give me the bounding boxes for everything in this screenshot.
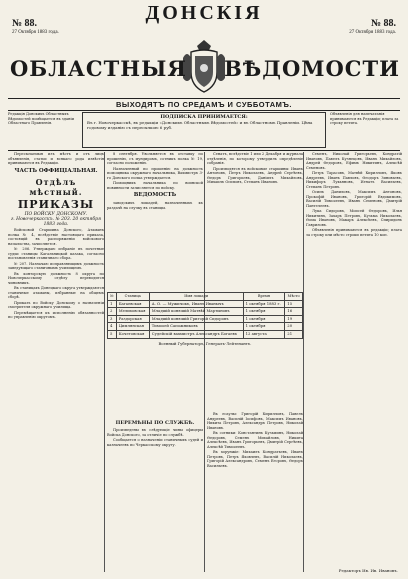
masthead-title-right: ВѢДОМОСТИ xyxy=(224,56,400,81)
table-row xyxy=(108,330,303,338)
statement-caption: заводскихъ лошадей, назначенныхъ къ раздачѣ на случку въ станицы. xyxy=(107,201,203,210)
subscription-text: Въ г. Новочеркасскѣ, въ редакціи «Донскихъ Областныхъ Вѣдомостей» и въ Областномъ Правленіи. Цѣна годовому изданію съ пересылкою 6 руб. xyxy=(87,120,313,130)
editorial-note-left: Редакція Донскихъ Областныхъ Вѣдомостей помѣщается въ зданіи Областнаго Правленія. xyxy=(8,112,75,126)
table-header-cell: Мѣсто xyxy=(285,293,303,301)
table-cell: 1 октября xyxy=(243,315,285,323)
table-header-cell: Станица xyxy=(116,293,149,301)
article-paragraph: Въ хорунжіе: Михаилъ Кондратьевъ, Иванъ Петровъ, Петръ Яковлевъ, Василій Николаевъ, Григорій Александровъ, Семенъ Егоровъ, Ѳедоръ Васильевъ. xyxy=(207,450,303,468)
article-paragraph: Сенатъ, вслѣдствіе 1 или 2 Декабря и журнала отдѣленія, по которому утвердилъ опредѣленіе собранія. xyxy=(207,152,303,165)
table-cell: 16 xyxy=(285,308,303,316)
table-header-cell: Время xyxy=(243,293,285,301)
table-cell: Раздорская xyxy=(116,315,149,323)
table-cell: 2 xyxy=(108,308,117,316)
order-paragraph: № 206. Утверждаю избраніе въ почетные судьи станицы Кагальницкой казака, согласно постановленія станичнаго сбора. xyxy=(8,247,104,260)
column-2-lower xyxy=(107,428,203,574)
statement-heading: ВЕДОМОСТЬ xyxy=(133,192,177,198)
table-row xyxy=(108,323,303,331)
article-paragraph: Въ сотники: Константинъ Кузьминъ, Николай Ѳедоровъ, Семенъ Михайловъ, Никита Алексѣевъ, Иванъ Григорьевъ, Дмитрій Сергѣевъ, Алексѣй Тимоѳеевъ. xyxy=(207,431,303,449)
article-paragraph: Лука Сидоровъ, Моисей Ѳедоровъ, Илья Никитинъ, Захаръ Петровъ, Кузьма Николаевъ, Ѳома Ивановъ, Макаръ Алексѣевъ, Спиридонъ Гавриловъ. xyxy=(306,209,402,227)
section-local-heading: Отдѣлъ мѣстный. xyxy=(29,176,83,197)
data-table xyxy=(107,292,303,339)
table-cell: 12 августа xyxy=(243,330,285,338)
order-paragraph: Перемѣщается къ исполненію обязанностей по управленію округомъ. xyxy=(8,310,104,319)
table-cell: 1 октября xyxy=(243,323,285,331)
orders-heading: ПРИКАЗЫ xyxy=(17,197,95,211)
table-cell: 15 xyxy=(285,300,303,308)
table-header-cell: Имя лошади xyxy=(149,293,243,301)
column-divider xyxy=(303,152,304,572)
subscription-title: ПОДПИСКА ПРИНИМАЕТСЯ: xyxy=(160,114,248,120)
top-rule xyxy=(8,98,400,99)
table-cell: 1 октября xyxy=(243,308,285,316)
table-cell: Мелиховская xyxy=(116,308,149,316)
article-paragraph: Семенъ, Николай Григорьевъ, Кондратій Ивановъ, Павелъ Кузнецовъ, Иванъ Михайловъ, Андрей Ѳедоровъ, Ефимъ Никитинъ, Алексѣй Семеновъ. xyxy=(306,152,402,170)
table-cell: Судейскій вахмистръ Александръ Богаевъ xyxy=(149,330,243,338)
order-paragraph: № 207. Назначаю исправляющимъ должность заведующаго станичнымъ училищемъ. xyxy=(8,261,104,270)
order-paragraph: Въ станицахъ Донецкаго округа утверждаются станичные атаманы, избранные на общемъ сборѣ. xyxy=(8,286,104,299)
editorial-note-right: Объявленія для напечатанія принимаются въ Редакціи; плата за строку петита. xyxy=(330,112,399,126)
order-paragraph: Приказъ по Войску Донскому о назначеніи смотрителя окружнаго училища. xyxy=(8,300,104,309)
table-cell: 20 xyxy=(285,323,303,331)
table-cell: 5 xyxy=(108,330,117,338)
horse-allocation-table xyxy=(107,292,303,408)
issue-number-left: № 88. xyxy=(12,18,38,29)
article-paragraph: Помощникъ начальника по воинской повинности зачисляется по войску. xyxy=(107,181,203,190)
article-paragraph: Осипъ Даниловъ, Максимъ Антоновъ, Прокофій Ивановъ, Григорій Евдокимовъ, Василій Тимоѳеевъ, Иванъ Семеновъ, Дмитрій Пантелеевъ. xyxy=(306,190,402,208)
table-cell: Младшій конюшій Матвѣй Мартыновъ xyxy=(149,308,243,316)
table-cell: 1 октября 1883 г. xyxy=(243,300,285,308)
orders-subheading: ПО ВОЙСКУ ДОНСКОМУ. xyxy=(24,211,88,217)
table-cell: 3 xyxy=(108,315,117,323)
masthead-subtitle: ВЫХОДЯТЪ ПО СРЕДАМЪ И СУББОТАМЪ. xyxy=(115,100,293,109)
column-divider xyxy=(104,152,105,572)
table-cell: Цимлянская xyxy=(116,323,149,331)
table-cell: Кочетовская xyxy=(116,330,149,338)
order-paragraph: Войсковой Старшина Донского, Атаманъ полка № 4, вслѣдствіе настоящаго приказа, состоящій въ распоряженіи войскового начальства, зачисляется. xyxy=(8,228,104,246)
table-cell: Тимоѳей Сапожниковъ xyxy=(149,323,243,331)
advertisement-note: Объявленія принимаются въ редакціи; плата за строку или мѣсто строки петита 10 коп. xyxy=(306,228,402,237)
column-4 xyxy=(306,152,402,575)
table-cell: Младшій конюшій Григорій Сидоровъ xyxy=(149,315,243,323)
table-row xyxy=(108,315,303,323)
subtitle-rule xyxy=(8,110,400,111)
masthead-title-left: ОБЛАСТНЫЯ xyxy=(10,56,187,81)
article-paragraph: 8 сентября. Увольняется въ отставку по прошенію, съ мундиромъ, сотникъ полка № 19, согласно положенію. xyxy=(107,152,203,165)
subscription-box xyxy=(82,112,326,148)
issue-date-left: 27 Октября 1883 года. xyxy=(12,30,59,35)
issue-number-right: № 88. xyxy=(370,18,396,29)
orders-place: г. Новочеркасскъ. № 203. 20 октября 1883 года. xyxy=(11,217,101,227)
table-cell: 21 xyxy=(285,330,303,338)
table-row xyxy=(108,300,303,308)
service-changes-headline: ПЕРЕМѢНЫ ПО СЛУЖБѢ. xyxy=(115,420,195,426)
article-paragraph: Петръ Тарасовъ, Матвѣй Кирилловъ, Яковъ Андреевъ, Иванъ Павловъ, Ѳеодоръ Зиновьевъ, Никифоръ Лукьяновъ, Игнатъ Васильевъ, Степанъ Петровъ. xyxy=(306,171,402,189)
issue-date-right: 27 Октября 1883 года. xyxy=(349,30,396,35)
table-row xyxy=(108,308,303,316)
table-cell: А. О. — Мужичокъ, Иванъ Иванычъ xyxy=(149,300,243,308)
section-official-heading: ЧАСТЬ ОФФИЦІАЛЬНАЯ. xyxy=(14,167,98,174)
article-paragraph: Въ есаулы: Григорій Кирилловъ, Павелъ Андреевъ, Василій Іосифовъ, Максимъ Ивановъ, Никита Петровъ, Александръ Петровъ, Николай Ивановъ. xyxy=(207,412,303,430)
table-cell: 4 xyxy=(108,323,117,331)
table-cell: 1 xyxy=(108,300,117,308)
masthead-title-top: ДОНСКІЯ xyxy=(145,2,263,24)
table-cell: Багаевская xyxy=(116,300,149,308)
article-paragraph: Производятся въ войсковые старшины: Иванъ Антоновъ, Петръ Николаевъ, Андрей Сергѣевъ, Ѳедоръ Григорьевъ, Даніилъ Михайловъ, Михаилъ Осиповъ, Степанъ Ивановъ. xyxy=(207,166,303,184)
table-header-row xyxy=(108,293,303,301)
article-paragraph: Назначенный по прошенію на должность помощника окружнаго начальника, Вахмистръ 3-го Донского полка утверждается. xyxy=(107,166,203,180)
table-cell: 19 xyxy=(285,315,303,323)
article-paragraph: Произведены въ слѣдующіе чины офицеры Войска Донского, за отличіе по службѣ. xyxy=(107,428,203,437)
article-paragraph: Сообщается о назначеніи станичныхъ судей и казначеевъ по Черкасскому округу. xyxy=(107,438,203,447)
masthead-title xyxy=(0,56,408,96)
table-signature: Военный Губернаторъ, Генералъ-Лейтенантъ. xyxy=(158,340,252,346)
order-paragraph: Въ конторскую должность 8 округа по Новочеркасскому отдѣлу переводится чиновникъ. xyxy=(8,271,104,285)
column-3 xyxy=(207,152,303,290)
intro-paragraph: Пересылаемыя изъ мѣстъ и отъ лицъ объявленія, статьи и всякаго рода извѣстія принимаются въ Редакціи. xyxy=(8,152,104,165)
column-1 xyxy=(8,152,104,575)
columns-rule xyxy=(8,150,400,151)
column-2 xyxy=(107,152,203,290)
table-header-cell: № xyxy=(108,293,117,301)
editor-signature: Редакторъ Ив. Ив. Ивановъ. xyxy=(338,568,398,573)
column-3-lower xyxy=(207,412,303,574)
